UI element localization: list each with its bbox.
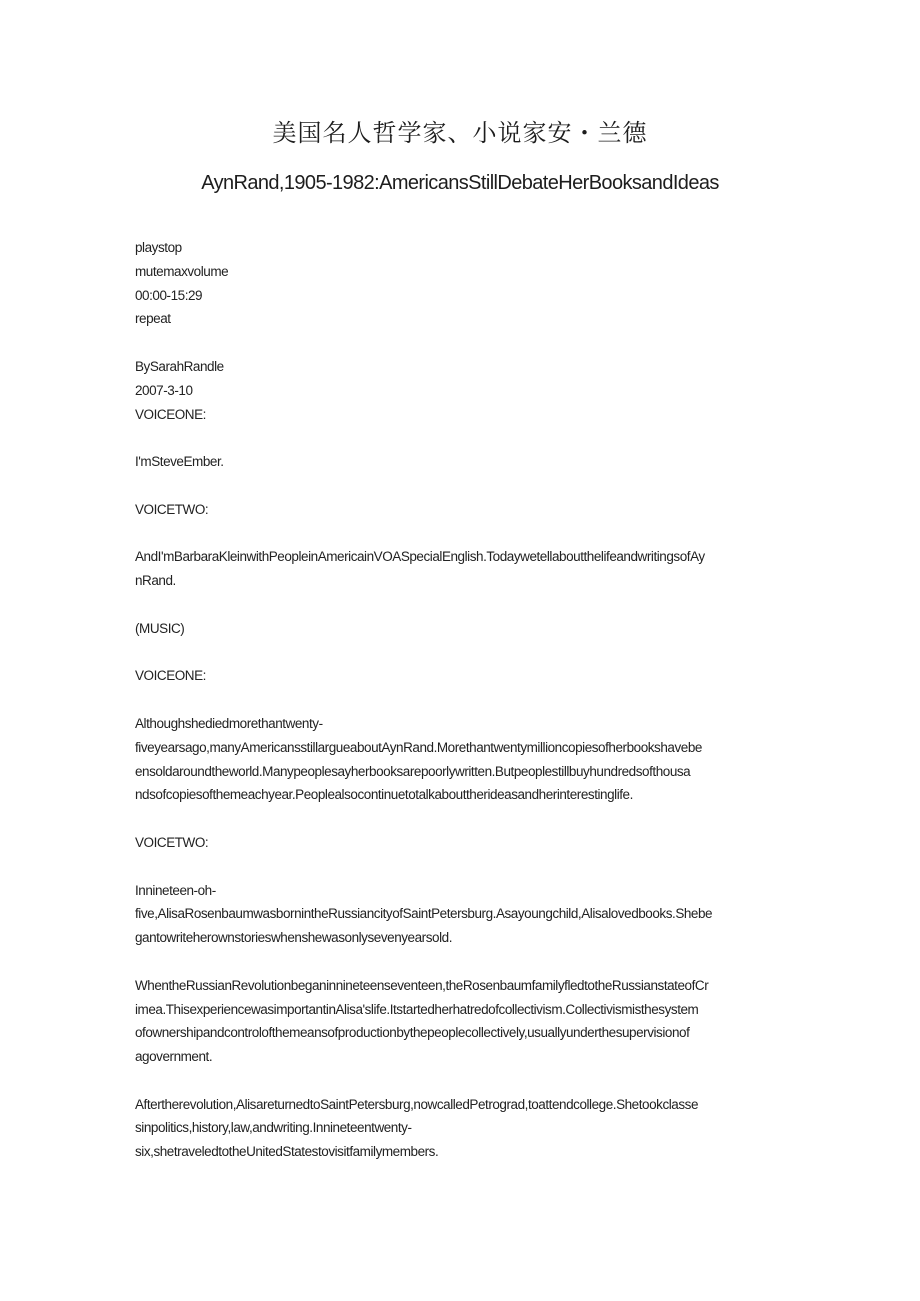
paragraph-line: ndsofcopiesofthemeachyear.Peoplealsocontinuetotalkabouttherideasandherinterestinglife. xyxy=(135,787,633,803)
spacer xyxy=(135,593,785,617)
publish-date: 2007-3-10 xyxy=(135,382,193,398)
speaker-label: VOICEONE: xyxy=(135,668,206,684)
paragraph-line: Innineteen-oh- xyxy=(135,882,216,898)
paragraph-line: Althoughshediedmorethantwenty- xyxy=(135,715,323,731)
english-title: AynRand,1905-1982:AmericansStillDebateHerBooksandIdeas xyxy=(201,172,719,194)
paragraph-line: gantowriteherownstorieswhenshewasonlysevenyearsold. xyxy=(135,930,452,946)
paragraph-line: nRand. xyxy=(135,573,176,589)
paragraph-line: sinpolitics,history,law,andwriting.Innineteentwenty- xyxy=(135,1120,412,1136)
paragraph-line: ensoldaroundtheworld.Manypeoplesayherbooksarepoorlywritten.Butpeoplestillbuyhundredsofthousa xyxy=(135,763,691,779)
intro-line: I'mSteveEmber. xyxy=(135,454,224,470)
play-stop-control[interactable]: playstop xyxy=(135,240,182,255)
chinese-title: 美国名人哲学家、小说家安・兰德 xyxy=(272,119,648,147)
paragraph-line: WhentheRussianRevolutionbeganinnineteenseventeen,theRosenbaumfamilyfledtotheRussianstateofCr xyxy=(135,977,709,993)
spacer xyxy=(135,950,785,974)
paragraph-line: agovernment. xyxy=(135,1049,213,1065)
speaker-label: VOICETWO: xyxy=(135,834,209,850)
spacer xyxy=(135,522,785,546)
repeat-control[interactable]: repeat xyxy=(135,311,171,327)
paragraph-line: Aftertherevolution,AlisareturnedtoSaintPetersburg,nowcalledPetrograd,toattendcollege.Shetookclasse xyxy=(135,1096,699,1112)
time-readout: 00:00-15:29 xyxy=(135,287,203,303)
speaker-label: VOICEONE: xyxy=(135,406,206,422)
spacer xyxy=(135,807,785,831)
music-cue: (MUSIC) xyxy=(135,620,185,636)
byline: BySarahRandle xyxy=(135,358,224,374)
article-body xyxy=(135,236,785,1164)
speaker-label: VOICETWO: xyxy=(135,501,209,517)
spacer xyxy=(135,688,785,712)
paragraph-line: six,shetraveledtotheUnitedStatestovisitfamilymembers. xyxy=(135,1144,439,1160)
spacer xyxy=(135,426,785,450)
paragraph-line: AndI'mBarbaraKleinwithPeopleinAmericainVOASpecialEnglish.TodaywetellaboutthelifeandwritingsofAy xyxy=(135,549,705,565)
paragraph-line: ofownershipandcontrolofthemeansofproductionbythepeoplecollectively,usuallyunderthesupervisionof xyxy=(135,1025,690,1041)
spacer xyxy=(135,474,785,498)
mute-volume-control[interactable]: mutemaxvolume xyxy=(135,263,229,279)
paragraph-line: five,AlisaRosenbaumwasbornintheRussiancityofSaintPetersburg.Asayoungchild,Alisalovedbooks.Shebe xyxy=(135,906,713,922)
spacer xyxy=(135,1069,785,1093)
spacer xyxy=(135,641,785,665)
spacer xyxy=(135,855,785,879)
paragraph-line: imea.ThisexperiencewasimportantinAlisa'slife.Itstartedherhatredofcollectivism.Collectivismisthesystem xyxy=(135,1001,699,1017)
paragraph-line: fiveyearsago,manyAmericansstillargueaboutAynRand.Morethantwentymillioncopiesofherbookshavebe xyxy=(135,739,702,755)
spacer xyxy=(135,331,785,355)
